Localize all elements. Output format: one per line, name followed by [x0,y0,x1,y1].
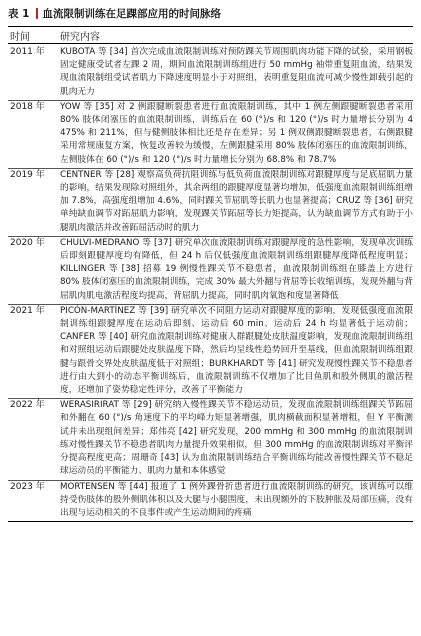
row-content: MORTENSEN 等 [44] 报道了 1 例外踝骨折患者进行血流限制训练的研究，该训练可以维持受伤肢体的股外侧肌体积以及大腿与小腿围度，未出现额外的下肢肿胀及局部压痛，没有出现与运动相关的不良事件或产生运动期间的疼痛 [60,481,413,518]
row-content: KUBOTA 等 [34] 首次完成血流限制训练对预防踝关节周围肌肉功能下降的试验，采用钢板固定健康受试者左踝 2 周，期间血流限制训练组进行 50 mmHg 袖带重复阻血流，结果发现血流限制组受试者肌力下降速度明显小于对照组，表明重复阻血流可减少慢性卸载引起的肌肉无力 [60,47,413,97]
row-year: 2022 年 [10,400,45,411]
table-row [8,481,413,523]
caption-divider [36,8,38,19]
row-year: 2019 年 [10,169,45,180]
row-year: 2011 年 [10,47,45,57]
row-year: 2020 年 [10,237,45,248]
header-content: 研究内容 [60,31,100,43]
table-row [8,46,413,101]
row-content: WERASIRIRAT 等 [29] 研究纳入慢性踝关节不稳运动员，发现血流限制训练组踝关节跖屈和外翻在 60 (°)/s 角速度下的平均峰力矩显著增强，肌肉横截面积显著增粗，但 Y 平衡测试并未出现组间差异；郑伟亮 [42] 研究发现，200 mmHg 和 300 mmHg 的血流限制训练对慢性踝关节不稳患者肌肉力量提升效果相似，但 300 mmHg 的血流限制训练对平衡评分提高程度更高；周珊奇 [43] 认为血流限制训练结合平衡训练均能改善慢性踝关节不稳足球运动员的平衡能力、肌肉力量和本体感觉 [60,400,413,477]
table-title: 血流限制训练在足踝部应用的时间脉络 [42,7,221,20]
row-content: CENTNER 等 [28] 观察高负荷抗阻训练与低负荷血流限制训练对跟腱厚度与足底屈肌力量的影响，结果发现除对照组外，其余两组的跟腱厚度显著均增加，低强度血流限制训练组增加 7.8%，高强度组增加 4.6%，同时踝关节屈肌等长肌力也显著提高；CRUZ 等 [36] 研究单纯缺血调节对跖屈肌力影响，发现踝关节跖屈等长力矩提高，认为缺血调节方式有助于小腿肌肉激活并改善跖屈活动时的肌力 [60,169,413,233]
table-row [8,101,413,169]
table-caption [8,6,413,20]
row-year: 2023 年 [10,481,45,492]
row-content: YOW 等 [35] 对 2 例跟腱断裂患者进行血流限制训练，其中 1 例左侧跟腱断裂患者采用 80% 肢体闭塞压的血流限制训练，训练后在 60 (°)/s 和 120 (°)/s 时力量增长分别为 4 475% 和 211%，但与健侧肢体相比还是存在差异；另 1 例双侧跟腱断裂患者，右侧跟腱采用常规康复方案，恢复改善较为缓慢，左侧跟腱采用 80% 肢体闭塞压的血流限制训练，左侧肢体在 60 (°)/s 和 120 (°)/s 时力量增长分别为 68.8% 和 78.7% [60,101,413,165]
table-row [8,169,413,237]
table-header [8,26,413,44]
row-content: CHULVI-MEDRANO 等 [37] 研究单次血流限制训练对跟腱厚度的急性影响，发现单次训练后即刻跟腱厚度均有降低，但 24 h 后仅低强度血流限制训练组跟腱厚度降低程度明显；KILLINGER 等 [38] 招募 19 例慢性踝关节不稳患者，血流限制训练组在膝盖上方进行 80% 肢体闭塞压的血流限制训练，完成 30% 最大外翻与背屈等长收缩训练，发现外翻与背屈肌肉肌电激活程度均提高，背屈肌力提高，同时肌肉氧饱和度显著降低 [60,237,413,301]
timeline-table [8,46,413,522]
table-row [8,399,413,480]
header-year: 时间 [10,31,30,43]
row-year: 2021 年 [10,305,45,316]
row-year: 2018 年 [10,101,45,112]
table-row [8,305,413,399]
table-number: 表 1 [8,7,30,20]
table-row [8,237,413,305]
row-content: PICÓN-MARTÍNEZ 等 [39] 研究单次不同阻力运动对跟腱厚度的影响，发现低强度血流限制训练组跟腱厚度在运动后即刻、运动后 60 min、运动后 24 h 均显著低于运动前；CANFER 等 [40] 研究血流限制训练对健康人群跟腱处皮肤温度影响，发现血流限制训练组和对照组运动后跟腱处皮肤温度下降，然后均呈线性趋势回升至基线，但血流限制训练组跟腱与跟骨交界处皮肤温度低于对照组；BURKHARDT 等 [41] 研究发现慢性踝关节不稳患者进行由大到小的动态平衡训练后，血流限制训练不仅增加了比目鱼肌和股外侧肌的激活程度，还增加了姿势稳定性评分，改善了平衡能力 [60,305,413,396]
